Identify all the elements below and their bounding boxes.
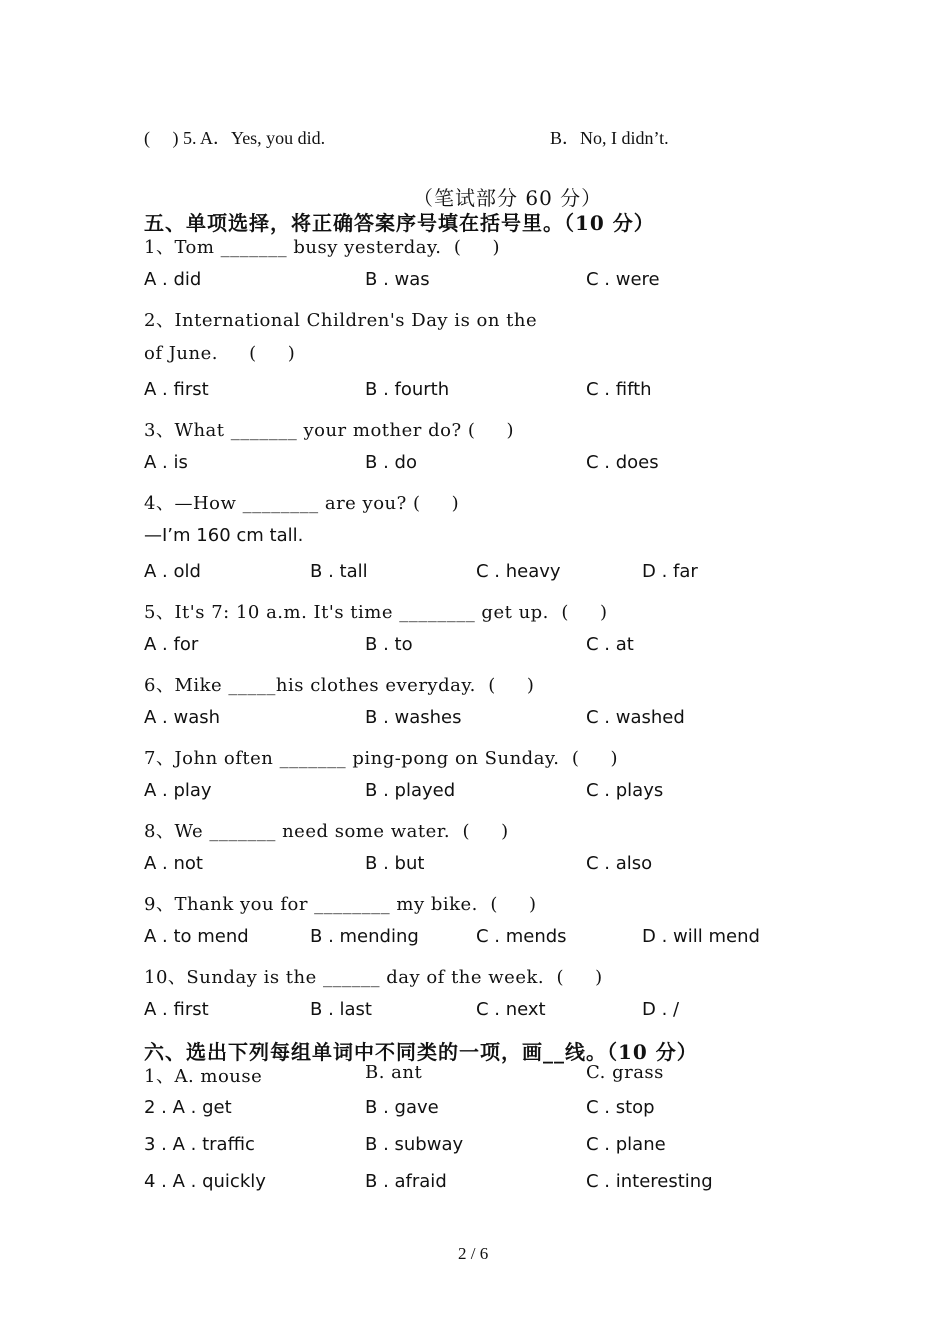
question-1-option-a: A . did — [144, 269, 202, 290]
written-part-title: （笔试部分 60 分） — [413, 186, 603, 210]
question-1-option-c: C . were — [586, 269, 660, 290]
question-6-option-a: A . wash — [144, 707, 221, 728]
question-9-option-d: D . will mend — [642, 926, 760, 947]
group-4-option-c: C . interesting — [586, 1171, 713, 1192]
question-8-option-c: C . also — [586, 853, 653, 874]
question-1: 1、Tom _______ busy yesterday. ( ) — [144, 237, 501, 258]
page-number: 2 / 6 — [458, 1244, 489, 1263]
question-3: 3、What _______ your mother do? ( ) — [144, 420, 514, 441]
question-8: 8、We _______ need some water. ( ) — [144, 821, 509, 842]
group-4-option-b: B . afraid — [365, 1171, 447, 1192]
group-2-option-a: 2 . A . get — [144, 1097, 232, 1118]
question-2-option-c: C . fifth — [586, 379, 652, 400]
question-5-option-c: C . at — [586, 634, 634, 655]
question-2-option-b: B . fourth — [365, 379, 450, 400]
group-3-option-c: C . plane — [586, 1134, 666, 1155]
question-2-line-1: 2、International Children's Day is on the — [144, 310, 538, 331]
question-3-option-b: B . do — [365, 452, 417, 473]
question-4-answer-line: —I’m 160 cm tall. — [144, 525, 304, 546]
question-4-option-b: B . tall — [310, 561, 368, 582]
question-4-option-a: A . old — [144, 561, 201, 582]
question-10-option-a: A . first — [144, 999, 209, 1020]
group-2-option-b: B . gave — [365, 1097, 439, 1118]
question-8-option-a: A . not — [144, 853, 203, 874]
group-3-option-b: B . subway — [365, 1134, 464, 1155]
question-7-option-a: A . play — [144, 780, 212, 801]
question-6-option-c: C . washed — [586, 707, 685, 728]
question-2-option-a: A . first — [144, 379, 209, 400]
question-4-option-c: C . heavy — [476, 561, 561, 582]
listening-item-5: ( ) 5. A．Yes, you did. — [144, 128, 326, 148]
question-7-option-c: C . plays — [586, 780, 664, 801]
group-2-option-c: C . stop — [586, 1097, 655, 1118]
group-1-option-b: B. ant — [365, 1062, 423, 1083]
question-9: 9、Thank you for ________ my bike. ( ) — [144, 894, 537, 915]
question-10-option-d: D . / — [642, 999, 680, 1020]
group-1-option-c: C. grass — [586, 1062, 664, 1083]
listening-item-5-option-b: B．No, I didn’t. — [550, 128, 669, 148]
question-9-option-a: A . to mend — [144, 926, 249, 947]
question-9-option-b: B . mending — [310, 926, 419, 947]
section-6-title: 六、选出下列每组单词中不同类的一项，画__线。（10 分） — [144, 1040, 698, 1064]
group-3-option-a: 3 . A . traffic — [144, 1134, 255, 1155]
question-8-option-b: B . but — [365, 853, 425, 874]
question-1-option-b: B . was — [365, 269, 430, 290]
question-3-option-a: A . is — [144, 452, 188, 473]
question-6: 6、Mike _____his clothes everyday. ( ) — [144, 675, 535, 696]
group-1-option-a: 1、A. mouse — [144, 1066, 263, 1087]
question-10-option-c: C . next — [476, 999, 546, 1020]
question-7-option-b: B . played — [365, 780, 456, 801]
group-4-option-a: 4 . A . quickly — [144, 1171, 266, 1192]
question-4: 4、—How ________ are you? ( ) — [144, 493, 460, 514]
question-5-option-a: A . for — [144, 634, 199, 655]
question-2-line-2: of June. ( ) — [144, 343, 296, 364]
question-5-option-b: B . to — [365, 634, 413, 655]
question-5: 5、It's 7: 10 a.m. It's time ________ get up. ( ) — [144, 602, 608, 623]
question-10: 10、Sunday is the ______ day of the week. ( ) — [144, 967, 603, 988]
question-10-option-b: B . last — [310, 999, 372, 1020]
question-3-option-c: C . does — [586, 452, 659, 473]
question-4-option-d: D . far — [642, 561, 698, 582]
question-9-option-c: C . mends — [476, 926, 567, 947]
question-7: 7、John often _______ ping-pong on Sunday. ( ) — [144, 748, 619, 769]
question-6-option-b: B . washes — [365, 707, 462, 728]
section-5-title: 五、单项选择，将正确答案序号填在括号里。（10 分） — [144, 211, 655, 235]
